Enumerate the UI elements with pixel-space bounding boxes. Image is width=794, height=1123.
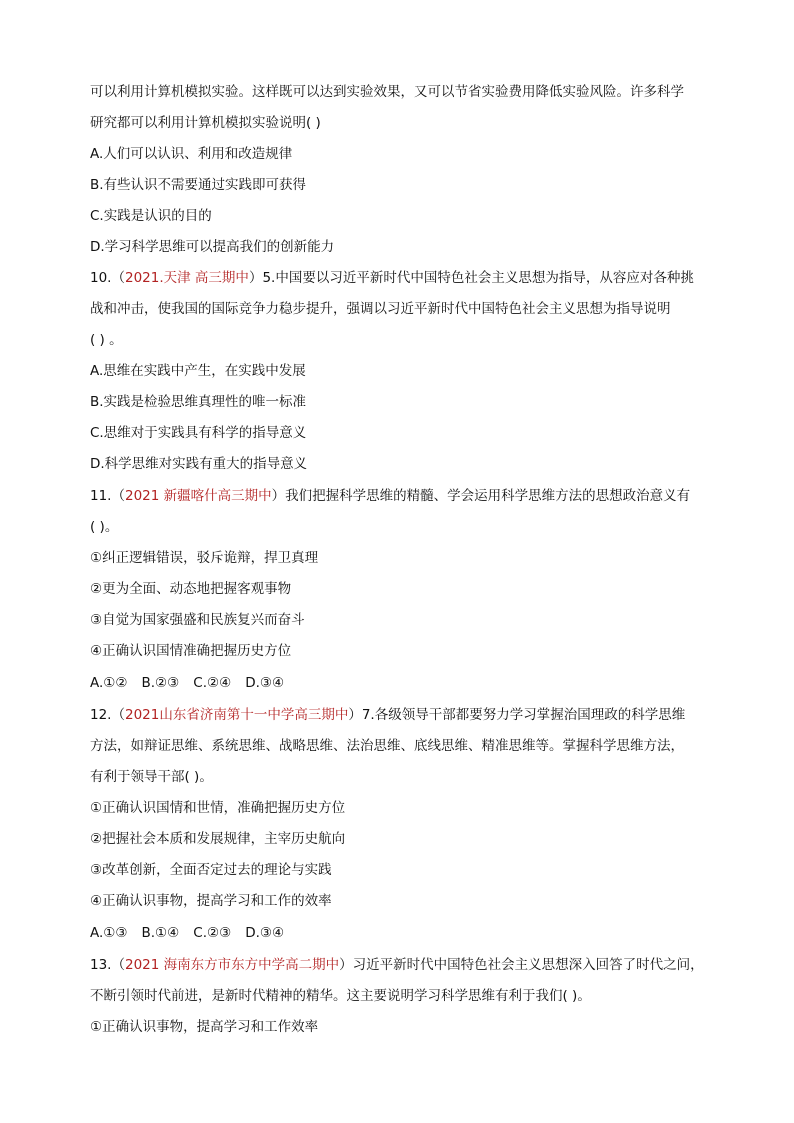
q12-item-1: ①正确认识国情和世情，准确把握历史方位 [90, 800, 346, 816]
q12-answer-options [90, 923, 730, 943]
q13-stem-line-1 [90, 955, 730, 975]
q10-stem-line-3: ( ) 。 [90, 332, 123, 348]
q10-source: 2021.天津 高三期中 [124, 270, 249, 286]
q9-option-b: B.有些认识不需要通过实践即可获得 [90, 177, 307, 193]
q10-option-d: D.科学思维对实践有重大的指导意义 [90, 456, 308, 472]
q9-option-c: C.实践是认识的目的 [90, 208, 212, 224]
q10-stem-line-2: 战和冲击，使我国的国际竞争力稳步提升，强调以习近平新时代中国特色社会主义思想为指导说明 [90, 301, 671, 317]
q13-number: 13.（ [90, 957, 125, 973]
q12-source: 2021山东省济南第十一中学高三期中 [124, 707, 349, 723]
q12-source-close: ） [348, 707, 362, 723]
q12-answer-d: D.③④ [245, 925, 285, 941]
q11-number: 11.（ [90, 488, 125, 504]
q9-stem-line-1: 可以利用计算机模拟实验。这样既可以达到实验效果，又可以节省实验费用降低实验风险。许多科学 [90, 84, 684, 100]
q10-option-b: B.实践是检验思维真理性的唯一标准 [90, 394, 307, 410]
q10-source-close: ） [248, 270, 263, 286]
q10-stem-text: 5.中国要以习近平新时代中国特色社会主义思想为指导，从容应对各种挑 [262, 270, 694, 286]
q12-stem-line-3: 有利于领导干部( )。 [90, 769, 213, 785]
q11-item-4: ④正确认识国情准确把握历史方位 [90, 643, 292, 659]
q12-answer-b: B.①④ [141, 925, 180, 941]
q10-option-c: C.思维对于实践具有科学的指导意义 [90, 425, 307, 441]
q13-item-1: ①正确认识事物，提高学习和工作效率 [90, 1019, 319, 1035]
q11-stem-text: 我们把握科学思维的精髓、学会运用科学思维方法的思想政治意义有 [285, 488, 691, 504]
q12-item-4: ④正确认识事物，提高学习和工作的效率 [90, 893, 332, 909]
q12-number: 12.（ [90, 707, 125, 723]
q12-answer-a: A.①③ [90, 925, 128, 941]
q12-stem-line-1 [90, 705, 730, 725]
q13-stem-line-2: 不断引领时代前进，是新时代精神的精华。这主要说明学习科学思维有利于我们( )。 [90, 988, 591, 1004]
q11-answer-c: C.②④ [193, 675, 232, 691]
q9-option-a: A.人们可以认识、利用和改造规律 [90, 146, 293, 162]
q10-option-a: A.思维在实践中产生，在实践中发展 [90, 363, 306, 379]
q11-item-2: ②更为全面、动态地把握客观事物 [90, 581, 292, 597]
q12-item-3: ③改革创新，全面否定过去的理论与实践 [90, 862, 332, 878]
q11-item-3: ③自觉为国家强盛和民族复兴而奋斗 [90, 612, 305, 628]
q11-stem-line-1 [90, 486, 730, 506]
q11-answer-b: B.②③ [141, 675, 180, 691]
q9-stem-line-2: 研究都可以利用计算机模拟实验说明( ) [90, 115, 321, 131]
q10-stem-line-1 [90, 268, 730, 288]
q11-item-1: ①纠正逻辑错误，驳斥诡辩，捍卫真理 [90, 550, 319, 566]
q11-stem-line-2: ( )。 [90, 519, 119, 535]
q9-option-d: D.学习科学思维可以提高我们的创新能力 [90, 239, 335, 255]
q11-answer-options [90, 673, 730, 693]
q10-number: 10.（ [90, 270, 125, 286]
q13-stem-text: 习近平新时代中国特色社会主义思想深入回答了时代之问， [352, 957, 704, 973]
q13-source: 2021 海南东方市东方中学高二期中 [124, 957, 340, 973]
q12-answer-c: C.②③ [193, 925, 232, 941]
q12-item-2: ②把握社会本质和发展规律，主宰历史航向 [90, 831, 346, 847]
q11-source: 2021 新疆喀什高三期中 [124, 488, 272, 504]
q12-stem-text: 7.各级领导干部都要努力学习掌握治国理政的科学思维 [361, 707, 686, 723]
q11-answer-a: A.①② [90, 675, 128, 691]
q13-source-close: ） [339, 957, 353, 973]
q12-stem-line-2: 方法，如辩证思维、系统思维、战略思维、法治思维、底线思维、精准思维等。掌握科学思维方法， [90, 738, 684, 754]
q11-answer-d: D.③④ [245, 675, 285, 691]
q11-source-close: ） [271, 488, 286, 504]
